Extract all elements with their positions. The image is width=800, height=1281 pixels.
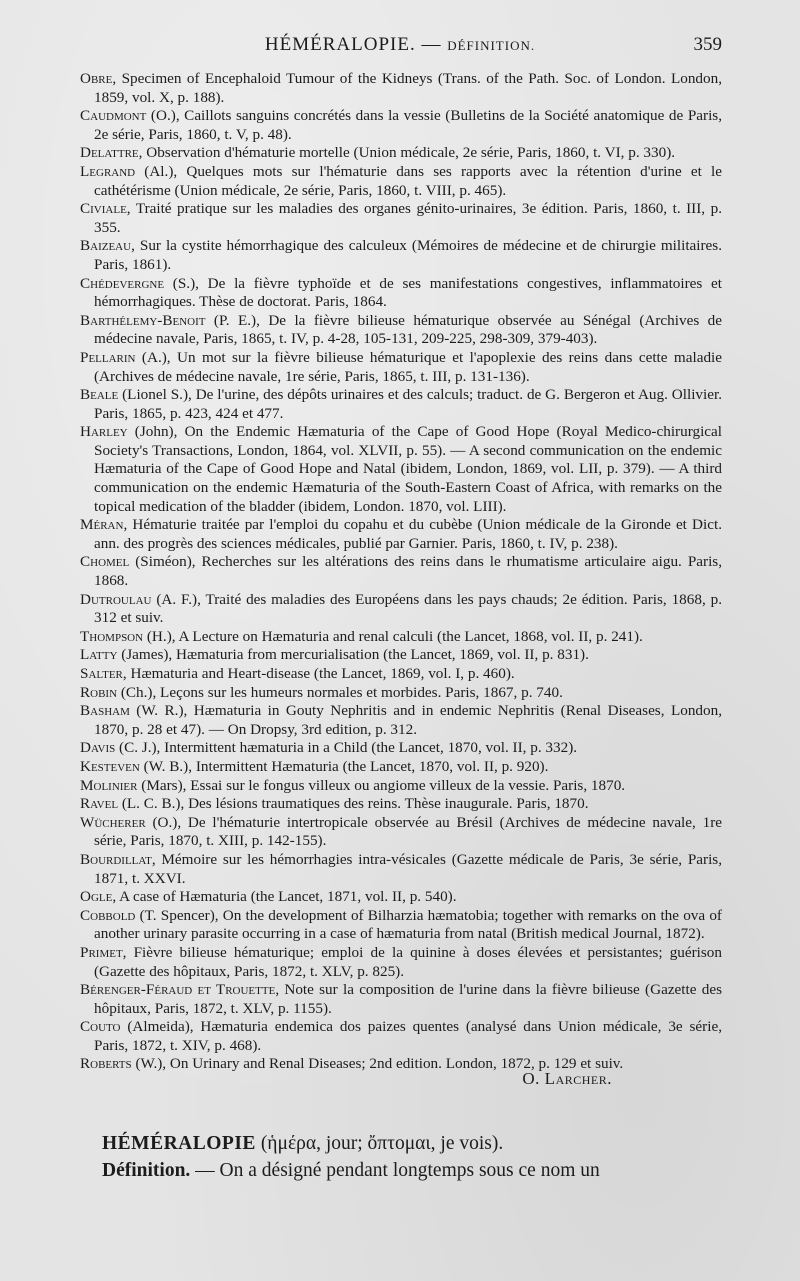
bibliography-entry bbox=[80, 851, 722, 888]
entry-text: (W. B.), Intermittent Hæmaturia (the Lancet, 1870, vol. II, p. 920). bbox=[139, 757, 549, 775]
entry-author: Roberts bbox=[80, 1055, 132, 1073]
entry-text: , Hæmaturia and Heart-disease (the Lancet, 1869, vol. I, p. 460). bbox=[122, 665, 515, 682]
entry-author: Davis bbox=[80, 739, 116, 757]
bibliography-entry bbox=[80, 1018, 722, 1055]
entry-author: Bérenger-Féraud et Trouette bbox=[80, 981, 276, 999]
entry-text: (Siméon), Recherches sur les altérations des reins dans le rhumatisme articulaire aigu. Paris, 1868. bbox=[94, 553, 722, 590]
article-heading bbox=[102, 1133, 742, 1155]
header-title bbox=[78, 34, 722, 56]
entry-text: (O.), Caillots sanguins concrétés dans la vessie (Bulletins de la Société anatomique de Paris, 2e série, Paris, 1860, t. V, p. 48). bbox=[94, 107, 722, 143]
bibliography-list bbox=[80, 70, 722, 1074]
bibliography-entry bbox=[80, 907, 722, 944]
entry-author: Chédevergne bbox=[80, 274, 165, 292]
bibliography-entry bbox=[80, 814, 722, 851]
bibliography-entry bbox=[80, 423, 722, 516]
entry-text: , Traité pratique sur les maladies des organes génito-urinaires, 3e édition. Paris, 1860, t. III, p. 355. bbox=[94, 200, 722, 236]
entry-author: Legrand bbox=[80, 162, 136, 180]
entry-author: Méran bbox=[80, 516, 124, 534]
entry-text: (P. E.), De la fièvre bilieuse hématurique observée au Sénégal (Archives de médecine navale, Paris, 1865, t. IV, p. 4-28, 105-131, 209-225, 298-309, 379-403). bbox=[94, 311, 722, 348]
entry-author: Dutroulau bbox=[80, 590, 152, 608]
entry-text: , A case of Hæmaturia (the Lancet, 1871, vol. II, p. 540). bbox=[112, 888, 457, 906]
author-signature bbox=[80, 1069, 722, 1089]
entry-text: , Observation d'hématurie mortelle (Union médicale, 2e série, Paris, 1860, t. VI, p. 330). bbox=[138, 144, 676, 162]
entry-author: Delattre bbox=[80, 144, 139, 162]
bibliography-entry bbox=[80, 665, 722, 684]
entry-author: Civiale bbox=[80, 200, 127, 218]
entry-text: (O.), De l'hématurie intertropicale observée au Brésil (Archives de médecine navale, 1re série, Paris, 1870, t. XIII, p. 142-155). bbox=[94, 813, 722, 850]
bibliography-entry bbox=[80, 777, 722, 796]
entry-author: Latty bbox=[80, 646, 118, 664]
entry-text: , Mémoire sur les hémorrhagies intra-vésicales (Gazette médicale de Paris, 3e série, Paris, 1871, t. XXVI. bbox=[94, 850, 722, 887]
entry-text: (John), On the Endemic Hæmaturia of the Cape of Good Hope (Royal Medico-chirurgical Society's Transactions, London, 1864, vol. XLVII, p. 55). — A second communication on the endemic Hæmaturia of the Cape of Good Hope and Natal (ibidem, London, 1869, vol. LII, p. 379). — A third communication on the endemic Hæmaturia of the South-Eastern Coast of Africa, with remarks on the topical medication of the bladder (ibidem, London. 1870, vol. LIII). bbox=[94, 423, 722, 515]
entry-text: (L. C. B.), Des lésions traumatiques des reins. Thèse inaugurale. Paris, 1870. bbox=[118, 795, 589, 813]
bibliography-entry bbox=[80, 70, 722, 107]
article-title: HÉMÉRALOPIE bbox=[102, 1133, 256, 1154]
bibliography-entry bbox=[80, 591, 722, 628]
entry-text: (A.), Un mot sur la fièvre bilieuse hématurique et l'apoplexie des reins dans cette maladie (Archives de médecine navale, 1re série, Paris, 1865, t. III, p. 131-136). bbox=[94, 348, 722, 385]
bibliography-entry bbox=[80, 702, 722, 739]
entry-text: (Lionel S.), De l'urine, des dépôts urinaires et des calculs; traduct. de G. Bergeron et Aug. Ollivier. Paris, 1865, p. 423, 424 et 477. bbox=[94, 386, 722, 422]
entry-author: Kesteven bbox=[80, 757, 140, 775]
entry-text: (Ch.), Leçons sur les humeurs normales et morbides. Paris, 1867, p. 740. bbox=[117, 683, 563, 701]
page-number: 359 bbox=[693, 34, 722, 55]
entry-text: (James), Hæmaturia from mercurialisation (the Lancet, 1869, vol. II, p. 831). bbox=[117, 646, 589, 664]
bibliography-entry bbox=[80, 144, 722, 163]
bibliography-entry bbox=[80, 795, 722, 814]
header-section: DÉFINITION. bbox=[447, 38, 536, 53]
entry-text: (S.), De la fièvre typhoïde et de ses manifestations congestives, inflammatoires et hémorrhagiques. Thèse de doctorat. Paris, 1864. bbox=[94, 274, 722, 311]
definition-text: — On a désigné pendant longtemps sous ce nom un bbox=[190, 1160, 600, 1181]
entry-author: Salter bbox=[80, 665, 123, 682]
bibliography-entry bbox=[80, 237, 722, 274]
entry-text: , Note sur la composition de l'urine dans la fièvre bilieuse (Gazette des hôpitaux, Paris, 1872, t. XLV, p. 1155). bbox=[94, 981, 722, 1017]
entry-author: Molinier bbox=[80, 776, 138, 794]
entry-text: , Specimen of Encephaloid Tumour of the Kidneys (Trans. of the Path. Soc. of London. London, 1859, vol. X, p. 188). bbox=[94, 70, 722, 106]
entry-text: , Fièvre bilieuse hématurique; emploi de la quinine à doses élevées et persistantes; guérison (Gazette des hôpitaux, Paris, 1872, t. XLV, p. 825). bbox=[94, 943, 722, 980]
entry-author: Barthélemy-Benoit bbox=[80, 311, 206, 329]
bibliography-entry bbox=[80, 553, 722, 590]
bibliography-entry bbox=[80, 516, 722, 553]
entry-author: Beale bbox=[80, 386, 119, 404]
entry-text: (A. F.), Traité des maladies des Européens dans les pays chauds; 2e édition. Paris, 1868, p. 312 et suiv. bbox=[94, 590, 722, 627]
entry-text: (Mars), Essai sur le fongus villeux ou angiome villeux de la vessie. Paris, 1870. bbox=[137, 776, 626, 794]
entry-author: Harley bbox=[80, 423, 128, 441]
entry-text: (C. J.), Intermittent hæmaturia in a Child (the Lancet, 1870, vol. II, p. 332). bbox=[115, 739, 578, 757]
bibliography-entry bbox=[80, 739, 722, 758]
entry-author: Baizeau bbox=[80, 237, 132, 255]
entry-author: Ravel bbox=[80, 795, 119, 813]
entry-text: (T. Spencer), On the development of Bilharzia hæmatobia; together with remarks on the ova of another urinary parasite occurring in a case of hæmaturia from natal (British medical Journal, 1872). bbox=[94, 906, 722, 943]
entry-author: Basham bbox=[80, 702, 130, 720]
bibliography-entry bbox=[80, 163, 722, 200]
entry-text: , Sur la cystite hémorrhagique des calculeux (Mémoires de médecine et de chirurgie militaires. Paris, 1861). bbox=[94, 237, 722, 273]
entry-author: Obre bbox=[80, 70, 113, 87]
bibliography-entry bbox=[80, 312, 722, 349]
bibliography-entry bbox=[80, 758, 722, 777]
bibliography-entry bbox=[80, 349, 722, 386]
article-etymology: (ἡμέρα, jour; ὄπτομαι, je vois). bbox=[255, 1133, 504, 1154]
bibliography-entry bbox=[80, 981, 722, 1018]
bibliography-entry bbox=[80, 275, 722, 312]
entry-text: (W. R.), Hæmaturia in Gouty Nephritis and in endemic Nephritis (Renal Diseases, London, 1870, p. 28 et 47). — On Dropsy, 3rd edition, p. 312. bbox=[94, 702, 722, 738]
bibliography-entry bbox=[80, 200, 722, 237]
definition-paragraph bbox=[102, 1160, 742, 1182]
entry-author: Chomel bbox=[80, 553, 130, 571]
bibliography-entry bbox=[80, 628, 722, 647]
bibliography-entry bbox=[80, 107, 722, 144]
entry-author: Primet bbox=[80, 943, 123, 961]
bibliography-entry bbox=[80, 944, 722, 981]
header-main-title: HÉMÉRALOPIE. — bbox=[264, 34, 448, 55]
entry-author: Bourdillat bbox=[80, 850, 152, 868]
entry-author: Cobbold bbox=[80, 906, 136, 924]
bibliography-entry bbox=[80, 646, 722, 665]
entry-text: , Hématurie traitée par l'emploi du copahu et du cubèbe (Union médicale de la Gironde et Dict. ann. des progrès des sciences médicales, publié par Garnier. Paris, 1860, t. IV, p. 238). bbox=[94, 516, 722, 552]
bibliography-entry bbox=[80, 888, 722, 907]
entry-text: (Almeida), Hæmaturia endemica dos paizes quentes (analysé dans Union médicale, 3e série, Paris, 1872, t. XIV, p. 468). bbox=[94, 1018, 722, 1054]
signature-text: O. Larcher. bbox=[522, 1069, 612, 1088]
definition-label: Définition. bbox=[102, 1160, 191, 1181]
entry-author: Thompson bbox=[80, 627, 144, 645]
entry-text: (W.), On Urinary and Renal Diseases; 2nd edition. London, 1872, p. 129 et suiv. bbox=[131, 1055, 624, 1073]
entry-author: Wücherer bbox=[80, 813, 146, 831]
entry-text: (H.), A Lecture on Hæmaturia and renal calculi (the Lancet, 1868, vol. II, p. 241). bbox=[143, 627, 643, 645]
running-header bbox=[78, 34, 722, 64]
entry-author: Caudmont bbox=[80, 107, 147, 125]
entry-author: Couto bbox=[80, 1018, 121, 1036]
entry-author: Pellarin bbox=[80, 348, 136, 366]
entry-author: Robin bbox=[80, 683, 118, 701]
bibliography-entry bbox=[80, 684, 722, 703]
bibliography-entry bbox=[80, 386, 722, 423]
entry-text: (Al.), Quelques mots sur l'hématurie dans ses rapports avec la rétention d'urine et le cathétérisme (Union médicale, 2e série, Paris, 1860, t. VIII, p. 465). bbox=[94, 162, 722, 199]
entry-author: Ogle bbox=[80, 888, 113, 906]
